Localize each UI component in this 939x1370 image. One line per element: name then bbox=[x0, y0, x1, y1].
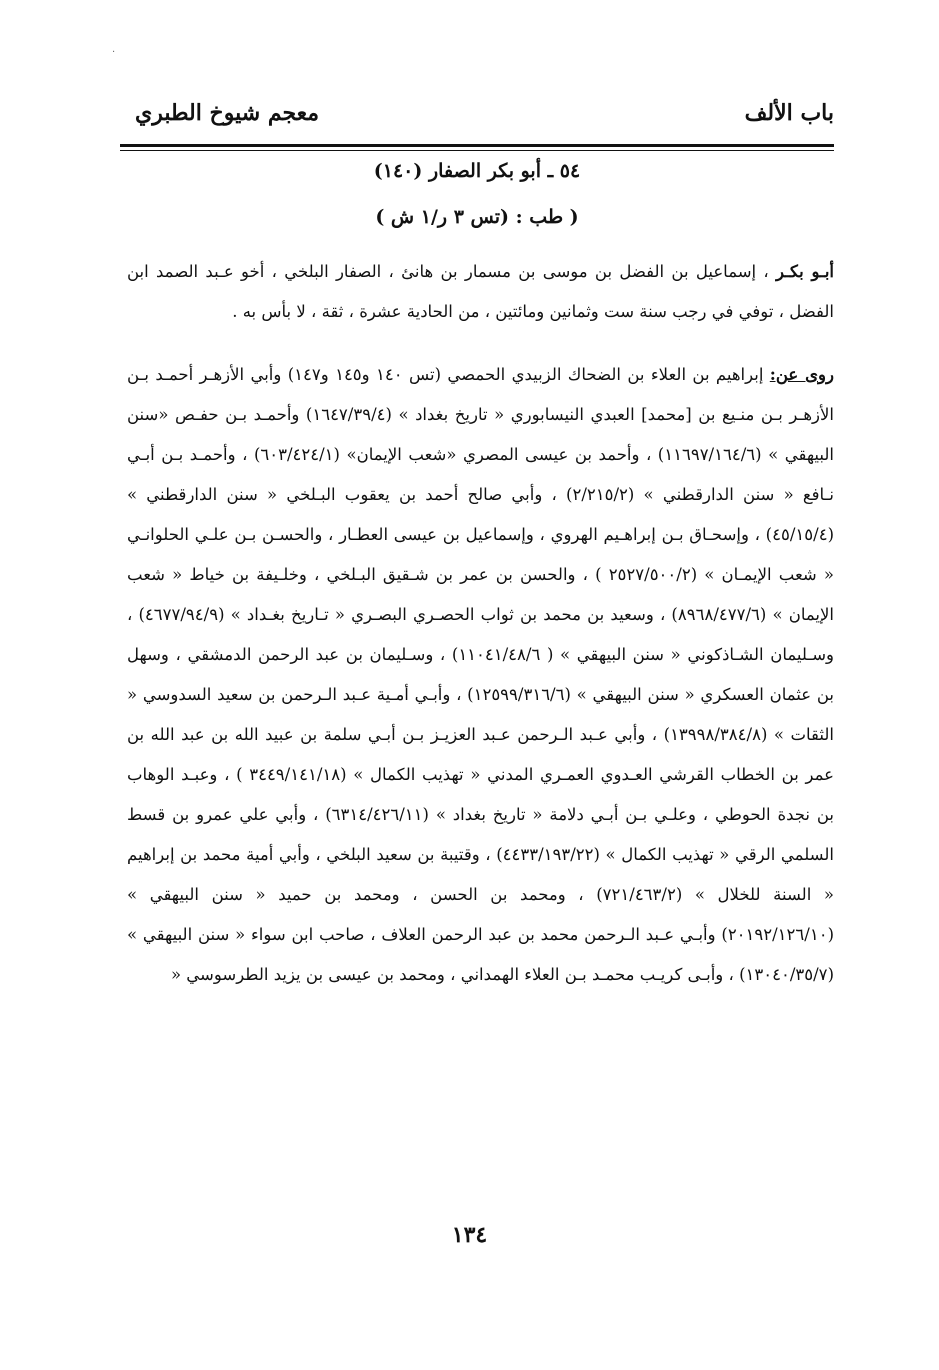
bio-text: ، إسماعيل بن الفضل بن موسى بن مسمار بن هانئ ، الصفار البلخي ، أخو عـبد الصمد ابن الفضل ، توفي في رجب سنة ست وثمانين ومائتين ، من الحادية عشرة ، ثقة ، لا بأس به . bbox=[127, 262, 834, 321]
narrated-text: إبراهيم بن العلاء بن الضحاك الزبيدي الحمصي (تس ١٤٠ و١٤٥ و١٤٧) وأبي الأزهـر أحمـد بـن الأزهـر بـن منـيع بن [محمد] العبدي النيسابوري « تاريخ بغداد » (١٦٤٧/٣٩/٤) وأحمـد بـن حفـص «سنن البيهقي » (١١٦٩٧/١٦٤/٦) ، وأحمد بن عيسى المصري «شعب الإيمان» (٦٠٣/٤٢٤/١) ، وأحمـد بـن أبـي نـافع « سنن الدارقطني » (٢/٢١٥/٢) ، وأبي صالح أحمد بن يعقوب البـلخي « سنن الدارقطني » (٤٥/١٥/٤) ، وإسحـاق بـن إبراهـيم الهروي ، وإسماعيل بن عيسى العطـار ، والحسـن بـن علـي الحلوانـي « شعب الإيمـان » (٢٥٢٧/٥٠٠/٢ ) ، والحسن بن عمر بن شـقيق البـلخي ، وخلـيفة بن خياط « شعب الإيمان » (٨٩٦٨/٤٧٧/٦) ، وسعيد بن محمد بن ثواب الحصـري البصـري « تـاريخ بغـداد » (٤٦٧٧/٩٤/٩) ، وسـليمان الشـاذكوني « سنن البيهقي » ( ١١٠٤١/٤٨/٦) ، وسـليمان بن عبد الرحمن الدمشقي ، وسهل بن عثمان العسكري « سنن البيهقي » (١٢٥٩٩/٣١٦/٦) ، وأبـي أمـية عـبد الـرحمن بن سعيد السدوسي « الثقات » (١٣٩٩٨/٣٨٤/٨) ، وأبي عـبد الـرحمن عـبد العزيـز بـن أبـي سلمة بن عبيد الله بن عبد الله بن عمر بن الخطاب القرشي العـدوي العمـري المدني « تهذيب الكمال » (٣٤٤٩/١٤١/١٨ ) ، وعبـد الوهاب بن نجدة الحوطي ، وعلـي بـن أبـي دلامة « تاريخ بغداد » (٦٣١٤/٤٢٦/١١) ، وأبي علي عمرو بن قسط السلمي الرقي « تهذيب الكمال » (٤٤٣٣/١٩٣/٢٢) ، وقتيبة بن سعيد البلخي ، وأبي أمية محمد بن إبراهيم « السنة للخلال » (٧٢١/٤٦٣/٢) ، ومحمد بن الحسن ، ومحمد بن حميد « سنن البيهقي » (٢٠١٩٢/١٢٦/١٠) وأبـي عـبد الـرحمن محمد بن عبد الرحمن العلاف ، صاحب ابن سواء « سنن البيهقي » (١٣٠٤٠/٣٥/٧) ، وأبـى كريـب محمـد بـن العلاء الهمداني ، ومحمد بن عيسى بن يزيد الطرسوسي « bbox=[127, 365, 835, 984]
entry-subtitle: ( طب : (تس ٣ ر/١ ش ) bbox=[375, 206, 579, 228]
narrated-label: روى عن: bbox=[769, 365, 834, 384]
book-title-header: معجم شيوخ الطبري bbox=[135, 100, 320, 126]
page-number: ١٣٤ bbox=[451, 1222, 488, 1248]
bio-paragraph bbox=[127, 252, 834, 332]
bio-label: أبـو بكـر bbox=[776, 262, 835, 281]
chapter-header: باب الألف bbox=[744, 100, 834, 126]
speck-mark: · bbox=[112, 47, 116, 58]
header-rule-thin bbox=[120, 150, 834, 151]
entry-body bbox=[127, 252, 834, 995]
entry-title: ٥٤ ـ أبو بكر الصفار (١٤٠) bbox=[373, 160, 581, 182]
narrated-paragraph bbox=[127, 355, 834, 995]
header-rule-thick bbox=[120, 144, 834, 147]
